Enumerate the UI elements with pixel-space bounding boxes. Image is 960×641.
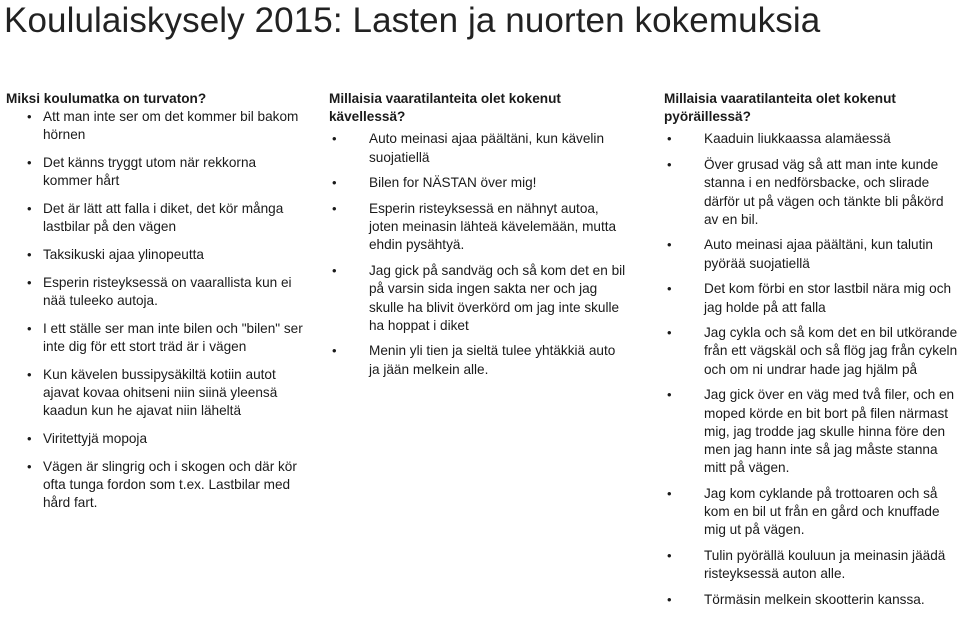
list-item bbox=[6, 200, 306, 236]
bullet-icon: • bbox=[27, 201, 32, 217]
list-item-text: Menin yli tien ja sieltä tulee yhtäkkiä auto ja jään melkein alle. bbox=[369, 343, 616, 377]
bullet-icon: • bbox=[27, 321, 32, 336]
list-item bbox=[6, 320, 306, 356]
list-item bbox=[329, 342, 629, 378]
list-item-text: Auto meinasi ajaa päältäni, kun talutin pyörää suojatiellä bbox=[704, 237, 933, 271]
bullet-icon: • bbox=[27, 459, 32, 474]
column-heading: Millaisia vaaratilanteita olet kokenut kävellessä? bbox=[329, 91, 561, 125]
bullet-icon: • bbox=[332, 201, 337, 217]
list-item bbox=[329, 130, 629, 166]
list-item bbox=[664, 324, 960, 379]
column-walking-dangers bbox=[329, 90, 629, 386]
list-item-text: Taksikuski ajaa ylinopeutta bbox=[43, 247, 204, 263]
bullet-icon: • bbox=[667, 591, 672, 607]
list-item-text: Det känns tryggt utom när rekkorna kommer hårt bbox=[43, 155, 257, 189]
list-item bbox=[6, 108, 306, 144]
list-item bbox=[6, 154, 306, 190]
page-title: Koululaiskysely 2015: Lasten ja nuorten kokemuksia bbox=[4, 1, 821, 40]
column-school-trip-unsafe bbox=[6, 90, 306, 522]
list-item-text: Tulin pyörällä kouluun ja meinasin jäädä risteyksessä auton alle. bbox=[704, 547, 946, 582]
list-item-text: Kun kävelen bussipysäkiltä kotiin autot ajavat kovaa ohitseni niin siinä yleensä kaadun kun he ajavat niin läheltä bbox=[43, 367, 278, 419]
list-item-text: Esperin risteyksessä on vaarallista kun ei nää tuleeko autoja. bbox=[43, 275, 292, 309]
bullet-icon: • bbox=[667, 157, 672, 173]
list-item bbox=[329, 174, 629, 192]
list-item-text: I ett ställe ser man inte bilen och "bilen" ser inte dig för ett stort träd är i vägen bbox=[43, 321, 303, 355]
bullet-icon: • bbox=[332, 263, 337, 279]
list-item-text: Törmäsin melkein skootterin kanssa. bbox=[704, 591, 925, 607]
list-item bbox=[664, 156, 960, 229]
list-item bbox=[664, 130, 960, 148]
bullet-icon: • bbox=[27, 109, 32, 125]
bullet-icon: • bbox=[667, 485, 672, 501]
list-item bbox=[6, 274, 306, 310]
bullet-icon: • bbox=[27, 431, 32, 447]
list-item-text: Att man inte ser om det kommer bil bakom hörnen bbox=[43, 109, 299, 143]
list-item bbox=[664, 547, 960, 583]
bullet-list bbox=[6, 108, 306, 512]
list-item bbox=[6, 458, 306, 513]
list-item-text: Jag kom cyklande på trottoaren och så kom en bil ut från en gård och knuffade mig ut på vägen. bbox=[704, 485, 940, 538]
bullet-icon: • bbox=[27, 247, 32, 263]
list-item bbox=[329, 200, 629, 255]
bullet-icon: • bbox=[332, 343, 337, 359]
bullet-icon: • bbox=[667, 547, 672, 563]
bullet-list bbox=[329, 130, 629, 378]
list-item-text: Auto meinasi ajaa päältäni, kun kävelin suojatiellä bbox=[369, 131, 605, 165]
list-item bbox=[664, 386, 960, 477]
list-item bbox=[664, 236, 960, 272]
bullet-icon: • bbox=[27, 275, 32, 290]
list-item bbox=[664, 591, 960, 609]
list-item-text: Kaaduin liukkaassa alamäessä bbox=[704, 131, 891, 147]
list-item-text: Jag cykla och så kom det en bil utkörande från ett vägskäl och så flög jag från cykeln och om ni undrar hade jag hjälm på bbox=[704, 325, 958, 377]
list-item-text: Bilen for NÄSTAN över mig! bbox=[369, 175, 537, 191]
list-item bbox=[6, 430, 306, 448]
bullet-icon: • bbox=[667, 237, 672, 253]
column-heading: Millaisia vaaratilanteita olet kokenut pyöräillessä? bbox=[664, 91, 896, 125]
list-item bbox=[329, 262, 629, 335]
bullet-icon: • bbox=[332, 175, 337, 191]
bullet-list bbox=[664, 130, 960, 609]
list-item-text: Jag gick över en väg med två filer, och en moped körde en bit bort på filen närmast mig, jag trodde jag skulle hinna före den men jag hann inte så jag måste stanna mitt på vägen. bbox=[704, 387, 955, 476]
list-item-text: Det är lätt att falla i diket, det kör många lastbilar på den vägen bbox=[43, 201, 284, 235]
column-cycling-dangers bbox=[664, 90, 960, 617]
list-item-text: Vägen är slingrig och i skogen och där kör ofta tunga fordon som t.ex. Lastbilar med hård fart. bbox=[43, 459, 297, 511]
bullet-icon: • bbox=[332, 131, 337, 147]
list-item bbox=[664, 280, 960, 316]
bullet-icon: • bbox=[27, 367, 32, 382]
column-heading: Miksi koulumatka on turvaton? bbox=[6, 91, 207, 106]
list-item bbox=[6, 366, 306, 421]
list-item-text: Jag gick på sandväg och så kom det en bil på varsin sida ingen sakta ner och jag skulle ha blivit överkörd om jag inte skulle ha hoppat i diket bbox=[369, 263, 626, 333]
bullet-icon: • bbox=[667, 131, 672, 147]
list-item-text: Esperin risteyksessä en nähnyt autoa, joten meinasin lähteä kävelemään, mutta ehdin pysähtyä. bbox=[369, 201, 617, 253]
bullet-icon: • bbox=[667, 387, 672, 403]
list-item-text: Viritettyjä mopoja bbox=[43, 431, 148, 447]
bullet-icon: • bbox=[667, 325, 672, 341]
list-item-text: Över grusad väg så att man inte kunde stanna i en nedförsbacke, och slirade därför ut på vägen och tänkte bli påkörd av en bil. bbox=[704, 157, 944, 227]
list-item-text: Det kom förbi en stor lastbil nära mig och jag holde på att falla bbox=[704, 281, 952, 315]
bullet-icon: • bbox=[27, 155, 32, 171]
list-item bbox=[664, 485, 960, 540]
list-item bbox=[6, 246, 306, 264]
bullet-icon: • bbox=[667, 281, 672, 297]
